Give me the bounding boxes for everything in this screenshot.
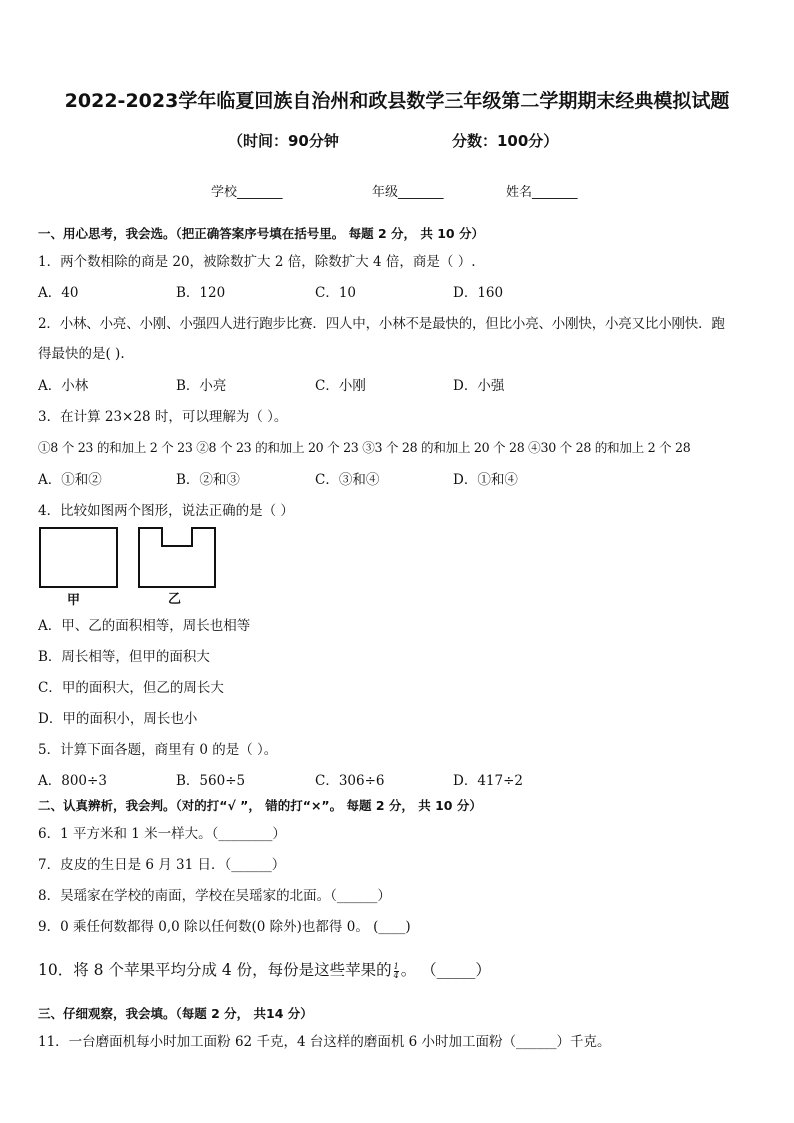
question-6: 6．1 平方米和 1 米一样大。（________） (38, 826, 286, 842)
q4-option-a: A．甲、乙的面积相等，周长也相等 (38, 618, 251, 634)
question-3: 3．在计算 23×28 时，可以理解为（ ）。 (38, 409, 288, 425)
q1-option-b: B．120 (176, 285, 226, 301)
exam-time: （时间：90分钟 (228, 132, 339, 150)
q2-option-d: D．小强 (453, 378, 505, 394)
q3-option-d: D．①和④ (453, 472, 518, 488)
grade-field[interactable]: 年级_______ (372, 185, 444, 200)
figure-yi-notched-rectangle (139, 528, 215, 587)
question-2-line-1: 2．小林、小亮、小刚、小强四人进行跑步比赛．四人中，小林不是最快的，但比小亮、小刚快，小亮又比小刚快．跑 (38, 316, 725, 332)
name-field[interactable]: 姓名_______ (506, 185, 578, 200)
question-2-line-2: 得最快的是( ). (38, 346, 125, 362)
question-10 (38, 958, 491, 980)
q5-option-b: B．560÷5 (176, 773, 246, 789)
fraction-one-quarter (394, 963, 399, 980)
question-4: 4．比较如图两个图形，说法正确的是（ ） (38, 503, 294, 519)
q3-option-b: B．②和③ (176, 472, 240, 488)
figure-jia-label: 甲 (67, 593, 81, 608)
school-field[interactable]: 学校_______ (211, 185, 283, 200)
q1-option-a: A．40 (38, 285, 79, 301)
fraction-numerator: 1 (393, 961, 399, 971)
q4-figure (38, 526, 220, 590)
q4-option-c: C．甲的面积大，但乙的周长大 (38, 680, 224, 696)
section-1-heading: 一、用心思考，我会选。（把正确答案序号填在括号里。 每题 2 分， 共 10 分） (38, 226, 484, 241)
q1-option-c: C．10 (315, 285, 357, 301)
q4-option-b: B．周长相等，但甲的面积大 (38, 649, 210, 665)
question-8: 8．吴瑶家在学校的南面，学校在吴瑶家的北面。（______） (38, 888, 391, 904)
q3-option-c: C．③和④ (315, 472, 380, 488)
question-9: 9．0 乘任何数都得 0,0 除以任何数(0 除外)也都得 0。 (____) (38, 919, 411, 935)
question-3-choices: ①8 个 23 的和加上 2 个 23 ②8 个 23 的和加上 20 个 23 ③3 个 28 的和加上 20 个 28 ④30 个 28 的和加上 2 个 28 (38, 440, 691, 455)
q4-option-d: D．甲的面积小，周长也小 (38, 711, 198, 727)
question-5: 5．计算下面各题，商里有 0 的是（ ）。 (38, 742, 278, 758)
q5-option-d: D．417÷2 (453, 773, 523, 789)
page-title: 2022-2023学年临夏回族自治州和政县数学三年级第二学期期末经典模拟试题 (64, 90, 730, 112)
q5-option-c: C．306÷6 (315, 773, 385, 789)
question-10-answer-blank: 。 （_____） (400, 961, 491, 979)
section-3-heading: 三、仔细观察，我会填。（每题 2 分， 共14 分） (38, 1006, 313, 1021)
exam-score: 分数：100分） (452, 132, 559, 150)
figure-jia-rectangle (40, 528, 117, 587)
q2-option-c: C．小刚 (315, 378, 366, 394)
section-2-heading: 二、认真辨析，我会判。（对的打“√ ”， 错的打“×”。 每题 2 分， 共 10 分） (38, 798, 482, 813)
q2-option-a: A．小林 (38, 378, 89, 394)
question-10-text: 10．将 8 个苹果平均分成 4 份，每份是这些苹果的 (38, 961, 392, 979)
question-7: 7．皮皮的生日是 6 月 31 日．（______） (38, 857, 286, 873)
question-11: 11．一台磨面机每小时加工面粉 62 千克，4 台这样的磨面机 6 小时加工面粉（______）千克。 (38, 1034, 611, 1050)
q5-option-a: A．800÷3 (38, 773, 107, 789)
fraction-denominator: 4 (393, 970, 399, 980)
question-1: 1．两个数相除的商是 20，被除数扩大 2 倍，除数扩大 4 倍，商是（ ）. (38, 254, 476, 270)
q2-option-b: B．小亮 (176, 378, 227, 394)
q1-option-d: D．160 (453, 285, 504, 301)
figure-yi-label: 乙 (168, 592, 182, 607)
q3-option-a: A．①和② (38, 472, 102, 488)
